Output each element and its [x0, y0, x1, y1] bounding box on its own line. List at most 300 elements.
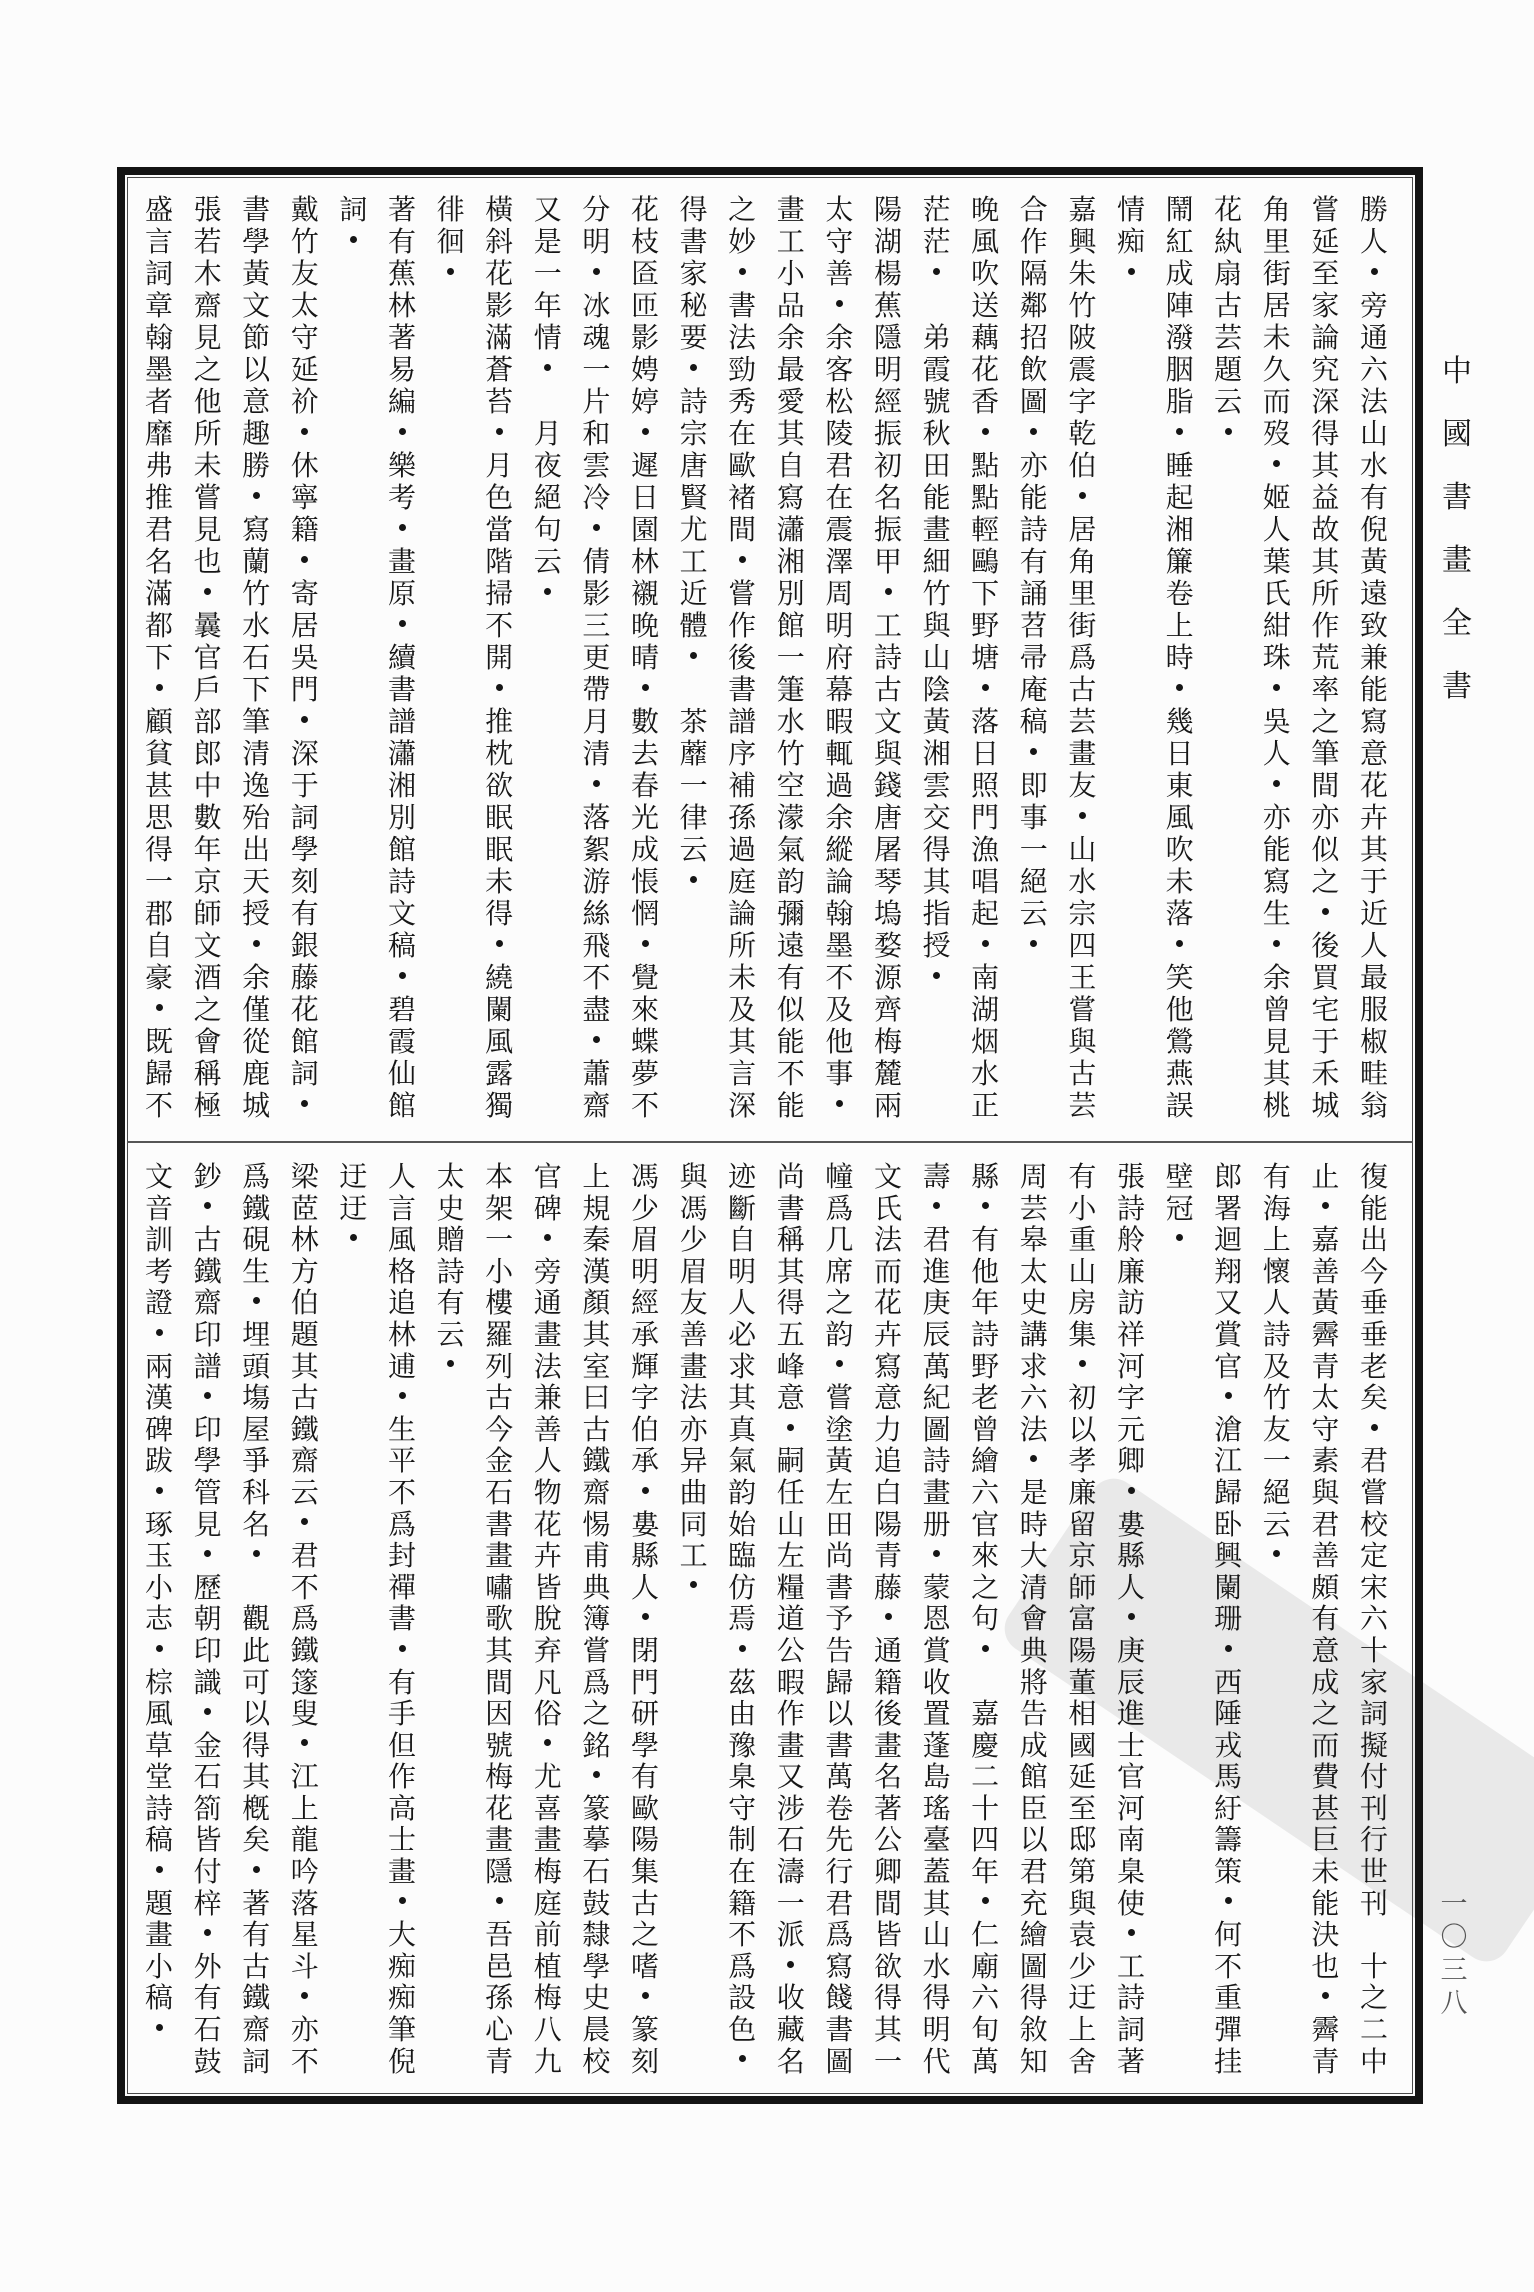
character: 校 [1359, 1507, 1388, 1541]
character: 尚 [825, 1539, 854, 1573]
character: 趣 [242, 417, 271, 450]
character: 由 [728, 1697, 757, 1731]
punctuation-dot [136, 1635, 182, 1667]
character: 之 [582, 1697, 611, 1731]
character: 節 [242, 321, 271, 354]
character: 陽 [873, 193, 902, 226]
character: 印 [193, 1633, 222, 1667]
character: 君 [290, 1539, 319, 1573]
character: 日 [630, 481, 659, 514]
character: 館 [290, 1025, 319, 1058]
character: 告 [825, 1633, 854, 1667]
character: 句 [971, 1602, 1000, 1636]
character: 臬 [1116, 1855, 1145, 1889]
character: 辰 [1116, 1665, 1145, 1699]
character: 其 [922, 1886, 951, 1920]
character: 過 [825, 769, 854, 802]
character: 豫 [728, 1728, 757, 1762]
character: 下 [971, 577, 1000, 610]
character: 陂 [1068, 321, 1097, 354]
character: 有 [1019, 545, 1048, 578]
character: 鐵 [193, 1254, 222, 1288]
character: 落 [1165, 897, 1194, 930]
character: 定 [1359, 1539, 1388, 1573]
lower-column-10 [914, 1161, 960, 2077]
punctuation-dot [719, 2046, 765, 2078]
character: 旬 [971, 2013, 1000, 2047]
character: 小 [485, 1254, 514, 1288]
character: 風 [485, 1025, 514, 1058]
character: 畫 [144, 1918, 173, 1952]
character: 善 [1311, 1539, 1340, 1573]
character: 字 [630, 1381, 659, 1415]
character: 芸 [1068, 705, 1097, 738]
character: 者 [144, 385, 173, 418]
character: 襯 [630, 577, 659, 610]
character: 興 [1068, 225, 1097, 258]
character: 隱 [485, 1855, 514, 1889]
character: 承 [630, 1444, 659, 1478]
character: 通 [533, 1286, 562, 1320]
upper-column-8 [1011, 194, 1057, 962]
character: 即 [1019, 769, 1048, 802]
character: 河 [1116, 1791, 1145, 1825]
character: 最 [776, 353, 805, 386]
character: 眠 [485, 801, 514, 834]
lower-column-4 [1205, 1161, 1251, 2077]
character: 舲 [1116, 1223, 1145, 1257]
character: 一 [144, 865, 173, 898]
character: 痴 [387, 1949, 416, 1983]
punctuation-dot [476, 1888, 522, 1920]
character: 生 [242, 1254, 271, 1288]
character: 湖 [873, 225, 902, 258]
character: 晚 [971, 193, 1000, 226]
character: 經 [873, 385, 902, 418]
character: 得 [922, 1981, 951, 2015]
character: 譜 [193, 1349, 222, 1383]
character: 不 [825, 961, 854, 994]
character: 所 [1311, 577, 1340, 610]
character: 物 [533, 1475, 562, 1509]
character: 齋 [193, 289, 222, 322]
character: 月 [485, 449, 514, 482]
punctuation-dot [865, 1603, 911, 1635]
character: 漢 [144, 1381, 173, 1415]
character: 辰 [922, 1317, 951, 1351]
character: 庚 [1116, 1633, 1145, 1667]
character: 君 [825, 1886, 854, 1920]
character: 不 [1214, 1949, 1243, 1983]
character: 至 [1068, 1791, 1097, 1825]
character: 乾 [1068, 417, 1097, 450]
blank-cell [962, 1667, 1008, 1699]
character: 兼 [533, 1381, 562, 1415]
character: 爭 [242, 1444, 271, 1478]
character: 三 [1440, 1955, 1468, 1986]
character: 言 [144, 225, 173, 258]
character: 孝 [1068, 1444, 1097, 1478]
character: 意 [1311, 1633, 1340, 1667]
character: 珊 [1214, 1602, 1243, 1636]
character: 號 [922, 385, 951, 418]
character: 詩 [922, 1444, 951, 1478]
punctuation-dot [136, 1856, 182, 1888]
character: 茲 [728, 1665, 757, 1699]
character: 得 [679, 193, 708, 226]
punctuation-dot [1254, 450, 1300, 482]
character: 亦 [1262, 801, 1291, 834]
character: 伯 [1068, 449, 1097, 482]
character: 王 [1068, 961, 1097, 994]
character: 翰 [825, 897, 854, 930]
lower-column-18 [525, 1161, 571, 2077]
character: 有 [1359, 481, 1388, 514]
character: 嘗 [582, 1633, 611, 1667]
character: 摹 [582, 1823, 611, 1857]
character: 五 [776, 1317, 805, 1351]
character: 秦 [582, 1223, 611, 1257]
character: 照 [971, 769, 1000, 802]
character: 河 [1116, 1349, 1145, 1383]
character: 能 [1359, 1191, 1388, 1225]
character: 師 [1068, 1570, 1097, 1604]
character: 封 [387, 1539, 416, 1573]
character: 誤 [1165, 1089, 1194, 1122]
character: 篆 [582, 1791, 611, 1825]
character: 詩 [971, 1317, 1000, 1351]
character: 娉 [630, 353, 659, 386]
character: 花 [971, 353, 1000, 386]
character: 輕 [971, 513, 1000, 546]
character: 知 [1019, 2044, 1048, 2078]
character: 堂 [144, 1760, 173, 1794]
character: 蘭 [242, 545, 271, 578]
character: 史 [1019, 1286, 1048, 1320]
character: 始 [728, 1507, 757, 1541]
character: 花 [533, 1507, 562, 1541]
character: 友 [290, 257, 319, 290]
character: 贈 [436, 1223, 465, 1257]
character: 亦 [1311, 801, 1340, 834]
character: 及 [825, 993, 854, 1026]
character: 設 [728, 1981, 757, 2015]
character: 林 [387, 289, 416, 322]
upper-column-13 [768, 194, 814, 1122]
punctuation-dot [962, 1193, 1008, 1225]
character: 石 [485, 1475, 514, 1509]
punctuation-dot [185, 1193, 231, 1225]
character: 逸 [242, 769, 271, 802]
character: 又 [533, 193, 562, 226]
character: 圖 [922, 1412, 951, 1446]
character: 城 [242, 1089, 271, 1122]
character: 掃 [485, 577, 514, 610]
character: 糧 [776, 1570, 805, 1604]
character: 草 [144, 1728, 173, 1762]
character: 體 [679, 609, 708, 642]
character: 以 [242, 353, 271, 386]
character: 深 [290, 737, 319, 770]
character: 君 [1311, 1507, 1340, 1541]
character: 大 [1019, 1539, 1048, 1573]
character: 曩 [193, 609, 222, 642]
character: 欲 [873, 1949, 902, 1983]
character: 籍 [728, 1886, 757, 1920]
character: 陣 [1165, 289, 1194, 322]
character: 著 [387, 193, 416, 226]
character: 以 [242, 1697, 271, 1731]
character: 册 [922, 1507, 951, 1541]
character: 後 [1311, 929, 1340, 962]
punctuation-dot [962, 1635, 1008, 1667]
character: 瀟 [776, 513, 805, 546]
character: 與 [873, 737, 902, 770]
character: 振 [873, 417, 902, 450]
character: 古 [1068, 1057, 1097, 1090]
character: 氣 [776, 833, 805, 866]
punctuation-dot [816, 290, 862, 322]
character: 與 [1068, 1886, 1097, 1920]
character: 何 [1214, 1918, 1243, 1952]
character: 梅 [533, 1981, 562, 2015]
character: 詞 [290, 801, 319, 834]
punctuation-dot [476, 930, 522, 962]
character: 人 [387, 1160, 416, 1193]
character: 舍 [1068, 2044, 1097, 2078]
character: 余 [1262, 961, 1291, 994]
character: 文 [144, 1160, 173, 1193]
character: 斜 [485, 225, 514, 258]
character: 著 [242, 1886, 271, 1920]
character: 守 [1311, 1412, 1340, 1446]
character: 戎 [1214, 1728, 1243, 1762]
character: 青 [1311, 2044, 1340, 2078]
character: 部 [193, 705, 222, 738]
character: 潑 [1165, 321, 1194, 354]
character: 近 [679, 577, 708, 610]
character: 制 [728, 1823, 757, 1857]
character: 居 [1068, 513, 1097, 546]
character: 上 [290, 1791, 319, 1825]
character: 瀟 [387, 737, 416, 770]
upper-column-26 [136, 194, 182, 1122]
character: 壽 [922, 1160, 951, 1193]
character: 點 [971, 481, 1000, 514]
character: 韵 [825, 1317, 854, 1351]
character: 國 [1068, 1728, 1097, 1762]
character: 隔 [1019, 257, 1048, 290]
character: 自 [144, 929, 173, 962]
character: 題 [290, 1317, 319, 1351]
character: 袁 [1068, 1918, 1097, 1952]
character: 收 [776, 1981, 805, 2015]
character: 號 [485, 1728, 514, 1762]
character: 于 [290, 769, 319, 802]
character: 藏 [776, 2013, 805, 2047]
punctuation-dot [1108, 1477, 1154, 1509]
punctuation-dot [1059, 802, 1105, 834]
character: 文 [873, 1160, 902, 1193]
character: 館 [387, 1089, 416, 1122]
character: 睡 [1165, 449, 1194, 482]
character: 縱 [825, 833, 854, 866]
character: 陵 [825, 417, 854, 450]
character: 詩 [436, 1254, 465, 1288]
character: 紺 [1262, 609, 1291, 642]
character: 垂 [1359, 1317, 1388, 1351]
character: 亦 [1019, 449, 1048, 482]
character: 鐵 [290, 1412, 319, 1446]
lower-column-11 [865, 1161, 911, 2077]
character: 能 [1359, 673, 1388, 706]
character: 畫 [387, 1855, 416, 1889]
character: 鷗 [971, 545, 1000, 578]
character: 南 [1116, 1823, 1145, 1857]
character: 豪 [144, 961, 173, 994]
character: 爲 [825, 1918, 854, 1952]
character: 家 [679, 257, 708, 290]
character: 廟 [971, 1949, 1000, 1983]
character: 學 [630, 1728, 659, 1762]
punctuation-dot [233, 930, 279, 962]
character: 茫 [922, 225, 951, 258]
character: 紅 [1165, 225, 1194, 258]
character: 年 [971, 1286, 1000, 1320]
character: 至 [1311, 257, 1340, 290]
character: 得 [242, 1728, 271, 1762]
punctuation-dot [719, 1635, 765, 1667]
character: 深 [1311, 385, 1340, 418]
character: 能 [1311, 1886, 1340, 1920]
character: 志 [144, 1602, 173, 1636]
character: 跋 [144, 1444, 173, 1478]
character: 風 [1165, 801, 1194, 834]
character: 氏 [1262, 577, 1291, 610]
character: 游 [582, 865, 611, 898]
character: 羅 [485, 1317, 514, 1351]
character: 冠 [1165, 1191, 1194, 1225]
character: 畫 [1068, 737, 1097, 770]
character: 水 [922, 1949, 951, 1983]
character: 歿 [1262, 417, 1291, 450]
character: 明 [630, 1254, 659, 1288]
character: 詞 [1359, 1697, 1388, 1731]
character: 致 [1359, 609, 1388, 642]
character: 交 [922, 801, 951, 834]
character: 周 [1019, 1160, 1048, 1193]
character: 士 [387, 1823, 416, 1857]
character: 力 [873, 1412, 902, 1446]
character: 後 [728, 641, 757, 674]
character: 匼 [630, 257, 659, 290]
character: 上 [1262, 1223, 1291, 1257]
character: 見 [193, 513, 222, 546]
character: 與 [1068, 1025, 1097, 1058]
character: 序 [728, 737, 757, 770]
character: 氏 [873, 1191, 902, 1225]
character: 守 [825, 225, 854, 258]
character: 會 [193, 1025, 222, 1058]
character: 倪 [387, 2044, 416, 2078]
character: 畫 [485, 1823, 514, 1857]
punctuation-dot [1157, 674, 1203, 706]
character: 八 [533, 2013, 562, 2047]
character: 考 [387, 481, 416, 514]
character: 幾 [1165, 705, 1194, 738]
character: 一 [679, 769, 708, 802]
character: 追 [387, 1286, 416, 1320]
character: 云 [679, 833, 708, 866]
punctuation-dot [379, 610, 425, 642]
character: 山 [1068, 833, 1097, 866]
character: 鹿 [242, 1057, 271, 1090]
punctuation-dot [185, 1540, 231, 1572]
character: 近 [1359, 897, 1388, 930]
character: 益 [1311, 481, 1340, 514]
character: 金 [193, 1728, 222, 1762]
character: 青 [1311, 1349, 1340, 1383]
blank-cell [671, 674, 717, 706]
character: 學 [290, 833, 319, 866]
character: 著 [873, 1791, 902, 1825]
character: 蘼 [679, 737, 708, 770]
character: 片 [582, 385, 611, 418]
character: 圖 [1019, 1949, 1048, 1983]
character: 詞 [339, 193, 368, 226]
character: 嘉 [1068, 193, 1097, 226]
character: 明 [825, 609, 854, 642]
character: 臣 [1019, 1791, 1048, 1825]
character: 法 [728, 321, 757, 354]
character: 率 [1311, 673, 1340, 706]
character: 送 [971, 289, 1000, 322]
character: 出 [1359, 1223, 1388, 1257]
character: 俗 [533, 1697, 562, 1731]
character: 陰 [922, 673, 951, 706]
character: 陽 [630, 1823, 659, 1857]
character: 嘯 [485, 1570, 514, 1604]
character: 郎 [1214, 1160, 1243, 1193]
character: 故 [1311, 513, 1340, 546]
character: 點 [971, 449, 1000, 482]
character: 其 [1359, 833, 1388, 866]
character: 冰 [582, 289, 611, 322]
character: 署 [1214, 1191, 1243, 1225]
character: 寫 [825, 1949, 854, 1983]
character: 峰 [776, 1349, 805, 1383]
character: 題 [1214, 353, 1243, 386]
character: 色 [728, 2013, 757, 2047]
character: 詩 [1116, 1191, 1145, 1225]
character: 其 [485, 1633, 514, 1667]
character: 初 [873, 449, 902, 482]
character: 生 [1262, 897, 1291, 930]
character: 在 [825, 481, 854, 514]
punctuation-dot [525, 1730, 571, 1762]
character: 若 [193, 225, 222, 258]
punctuation-dot [962, 418, 1008, 450]
character: 南 [971, 961, 1000, 994]
character: 晚 [630, 609, 659, 642]
character: 花 [485, 257, 514, 290]
character: 卿 [1116, 1444, 1145, 1478]
blank-cell [1351, 1919, 1397, 1951]
character: 有 [776, 961, 805, 994]
character: 六 [971, 1981, 1000, 2015]
character: 澤 [825, 545, 854, 578]
character: 爲 [728, 1949, 757, 1983]
